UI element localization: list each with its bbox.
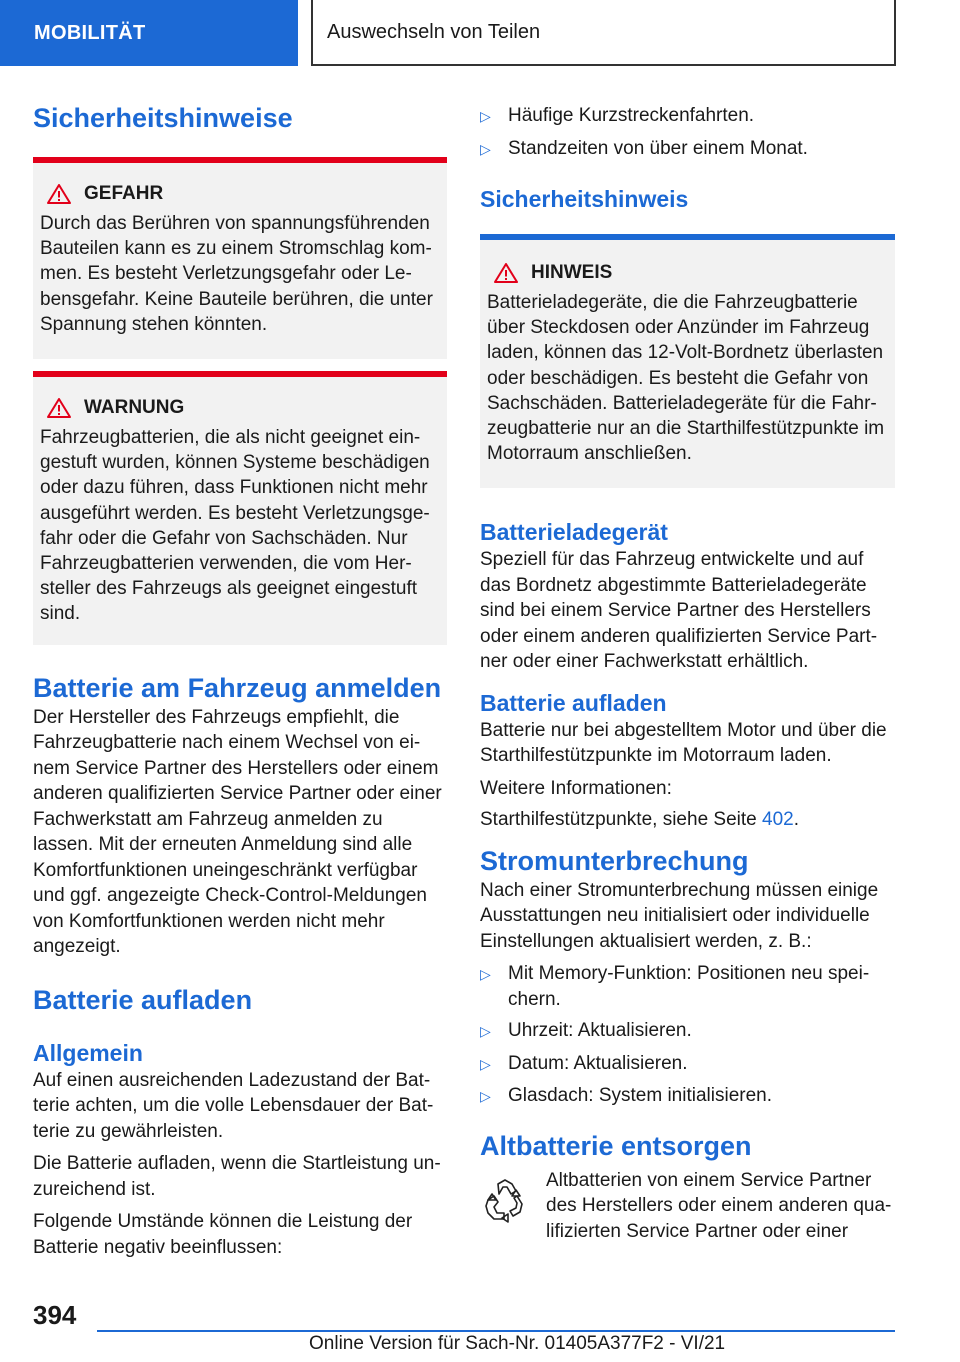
list-item bbox=[480, 1083, 895, 1110]
list-item bbox=[480, 103, 895, 130]
heading-charge-battery-right: Batterie aufladen bbox=[480, 689, 667, 716]
info-text: Batterieladegeräte, die die Fahrzeugbatterie über Steckdosen oder Anzünder im Fahrzeug laden, können das 12-Volt-Bordnetz überlasten oder beschädigen. Es besteht die Gefahr von Sachschäden. Batterieladegeräte für die Fahrzeugbatterie nur an die Starthilfestützpunkte im Motorraum anschließen. bbox=[487, 292, 885, 465]
heading-safety-note: Sicherheitshinweis bbox=[480, 186, 689, 212]
info-title: HINWEIS bbox=[531, 262, 613, 283]
general-text-1: Auf einen ausreichenden Ladezustand der Batterie achten, um die volle Lebensdauer der Batterie zu gewährleisten. bbox=[33, 1069, 434, 1142]
warning-triangle-icon bbox=[46, 397, 72, 419]
bullet-list-power bbox=[480, 961, 895, 1110]
left-column bbox=[33, 96, 447, 1260]
page-header bbox=[0, 0, 960, 66]
page-reference-link[interactable]: 402 bbox=[762, 809, 794, 831]
danger-box bbox=[33, 163, 447, 359]
reference-end: . bbox=[793, 809, 799, 831]
list-item-text: Mit Memory-Funktion: Positionen neu speichern. bbox=[508, 963, 870, 1010]
general-text-2: Die Batterie aufladen, wenn die Startleistung unzureichend ist. bbox=[33, 1153, 441, 1200]
more-info-label: Weitere Informationen: bbox=[480, 777, 672, 799]
list-item bbox=[480, 961, 895, 1012]
list-item bbox=[480, 1051, 895, 1078]
danger-text: Durch das Berühren von spannungsführenden Bauteilen kann es zu einem Stromschlag kommen. Es besteht Verletzungsgefahr oder Lebensgefahr. Keine Bauteile berühren, die unter Spannung stehen könnten. bbox=[40, 213, 433, 335]
recycle-icon bbox=[480, 1176, 530, 1226]
warning-text: Fahrzeugbatterien, die als nicht geeignet eingestuft wurden, können Systeme beschädigen oder dazu führen, dass Funktionen nicht mehr ausgeführt werden. Es besteht Verletzungsgefahr oder die Gefahr von Sachschäden. Nur Fahrzeugbatterien verwenden, die vom Hersteller des Fahrzeugs als geeignet eingestuft sind. bbox=[40, 427, 430, 625]
list-item-text: Datum: Aktualisieren. bbox=[508, 1052, 688, 1074]
heading-general: Allgemein bbox=[33, 1039, 143, 1066]
warning-triangle-icon bbox=[46, 183, 72, 205]
warning-title-row bbox=[40, 395, 439, 421]
bullet-list-top bbox=[480, 103, 895, 162]
list-item-text: Glasdach: System initialisieren. bbox=[508, 1085, 772, 1107]
section-tab: MOBILITÄT bbox=[0, 0, 298, 66]
chapter-title: Auswechseln von Teilen bbox=[311, 0, 896, 66]
list-item-text: Standzeiten von über einem Monat. bbox=[508, 137, 808, 159]
warning-triangle-icon bbox=[493, 262, 519, 284]
list-item-text: Häufige Kurzstreckenfahrten. bbox=[508, 105, 755, 126]
list-item-text: Uhrzeit: Aktualisieren. bbox=[508, 1020, 692, 1042]
page-number: 394 bbox=[33, 1300, 77, 1330]
list-item bbox=[480, 136, 895, 163]
heading-dispose-battery: Altbatterie entsorgen bbox=[480, 1130, 752, 1161]
info-title-row bbox=[487, 260, 887, 286]
triangle-right-icon: ▷ bbox=[480, 1088, 491, 1105]
charge-text: Batterie nur bei abgestelltem Motor und über die Starthilfestützpunkte im Motorraum laden. bbox=[480, 719, 887, 767]
heading-charge-battery: Batterie aufladen bbox=[33, 984, 253, 1015]
heading-safety-notes: Sicherheitshinweise bbox=[33, 103, 293, 133]
list-item bbox=[480, 1018, 895, 1045]
triangle-right-icon: ▷ bbox=[480, 140, 491, 157]
dispose-text: Altbatterien von einem Service Partner des Herstellers oder einem anderen qualifizierten Service Partner oder einer bbox=[546, 1169, 892, 1242]
danger-title-row bbox=[40, 181, 439, 207]
danger-notice bbox=[33, 157, 447, 359]
recycle-icon-wrap bbox=[480, 1168, 546, 1245]
triangle-right-icon: ▷ bbox=[480, 1055, 491, 1072]
warning-title: WARNUNG bbox=[84, 397, 185, 419]
power-text: Nach einer Stromunterbrechung müssen einige Ausstattungen neu initialisiert oder individuelle Einstellungen aktualisiert werden, z. B.: bbox=[480, 879, 879, 952]
register-text: Der Hersteller des Fahrzeugs empfiehlt, die Fahrzeugbatterie nach einem Wechsel von einem Service Partner des Herstellers oder einem anderen qualifizierten Service Partner oder einer Fachwerkstatt am Fahrzeug anmelden zu lassen. Mit der erneuten Anmeldung sind alle Komfortfunktionen uneingeschränkt verfügbar und ggf. angezeigte Check-Control-Meldungen von Komfortfunktionen werden nicht mehr angezeigt. bbox=[33, 706, 442, 958]
heading-power-interruption: Stromunterbrechung bbox=[480, 845, 749, 876]
dispose-row bbox=[480, 1168, 895, 1245]
reference-text: Starthilfestützpunkte, siehe Seite bbox=[480, 809, 762, 831]
heading-register-battery: Batterie am Fahrzeug anmelden bbox=[33, 672, 442, 703]
charger-text: Speziell für das Fahrzeug entwickelte und auf das Bordnetz abgestimmte Batterieladegeräte sind bei einem Service Partner des Herstellers oder einem anderen qualifizierten Service Partner oder einer Fachwerkstatt erhältlich. bbox=[480, 549, 878, 673]
triangle-right-icon: ▷ bbox=[480, 966, 491, 983]
info-notice bbox=[480, 234, 895, 488]
general-text-3: Folgende Umstände können die Leistung der Batterie negativ beeinflussen: bbox=[33, 1211, 413, 1258]
warning-box bbox=[33, 377, 447, 645]
right-column bbox=[480, 96, 895, 1244]
reference-line bbox=[480, 807, 895, 833]
footer-text: Online Version für Sach-Nr. 01405A377F2 - VI/21 bbox=[309, 1333, 726, 1354]
danger-title: GEFAHR bbox=[84, 183, 164, 204]
warning-notice bbox=[33, 371, 447, 645]
footer-divider bbox=[97, 1330, 895, 1332]
triangle-right-icon: ▷ bbox=[480, 108, 491, 124]
info-box bbox=[480, 240, 895, 488]
triangle-right-icon: ▷ bbox=[480, 1023, 491, 1040]
heading-battery-charger: Batterieladegerät bbox=[480, 519, 668, 546]
